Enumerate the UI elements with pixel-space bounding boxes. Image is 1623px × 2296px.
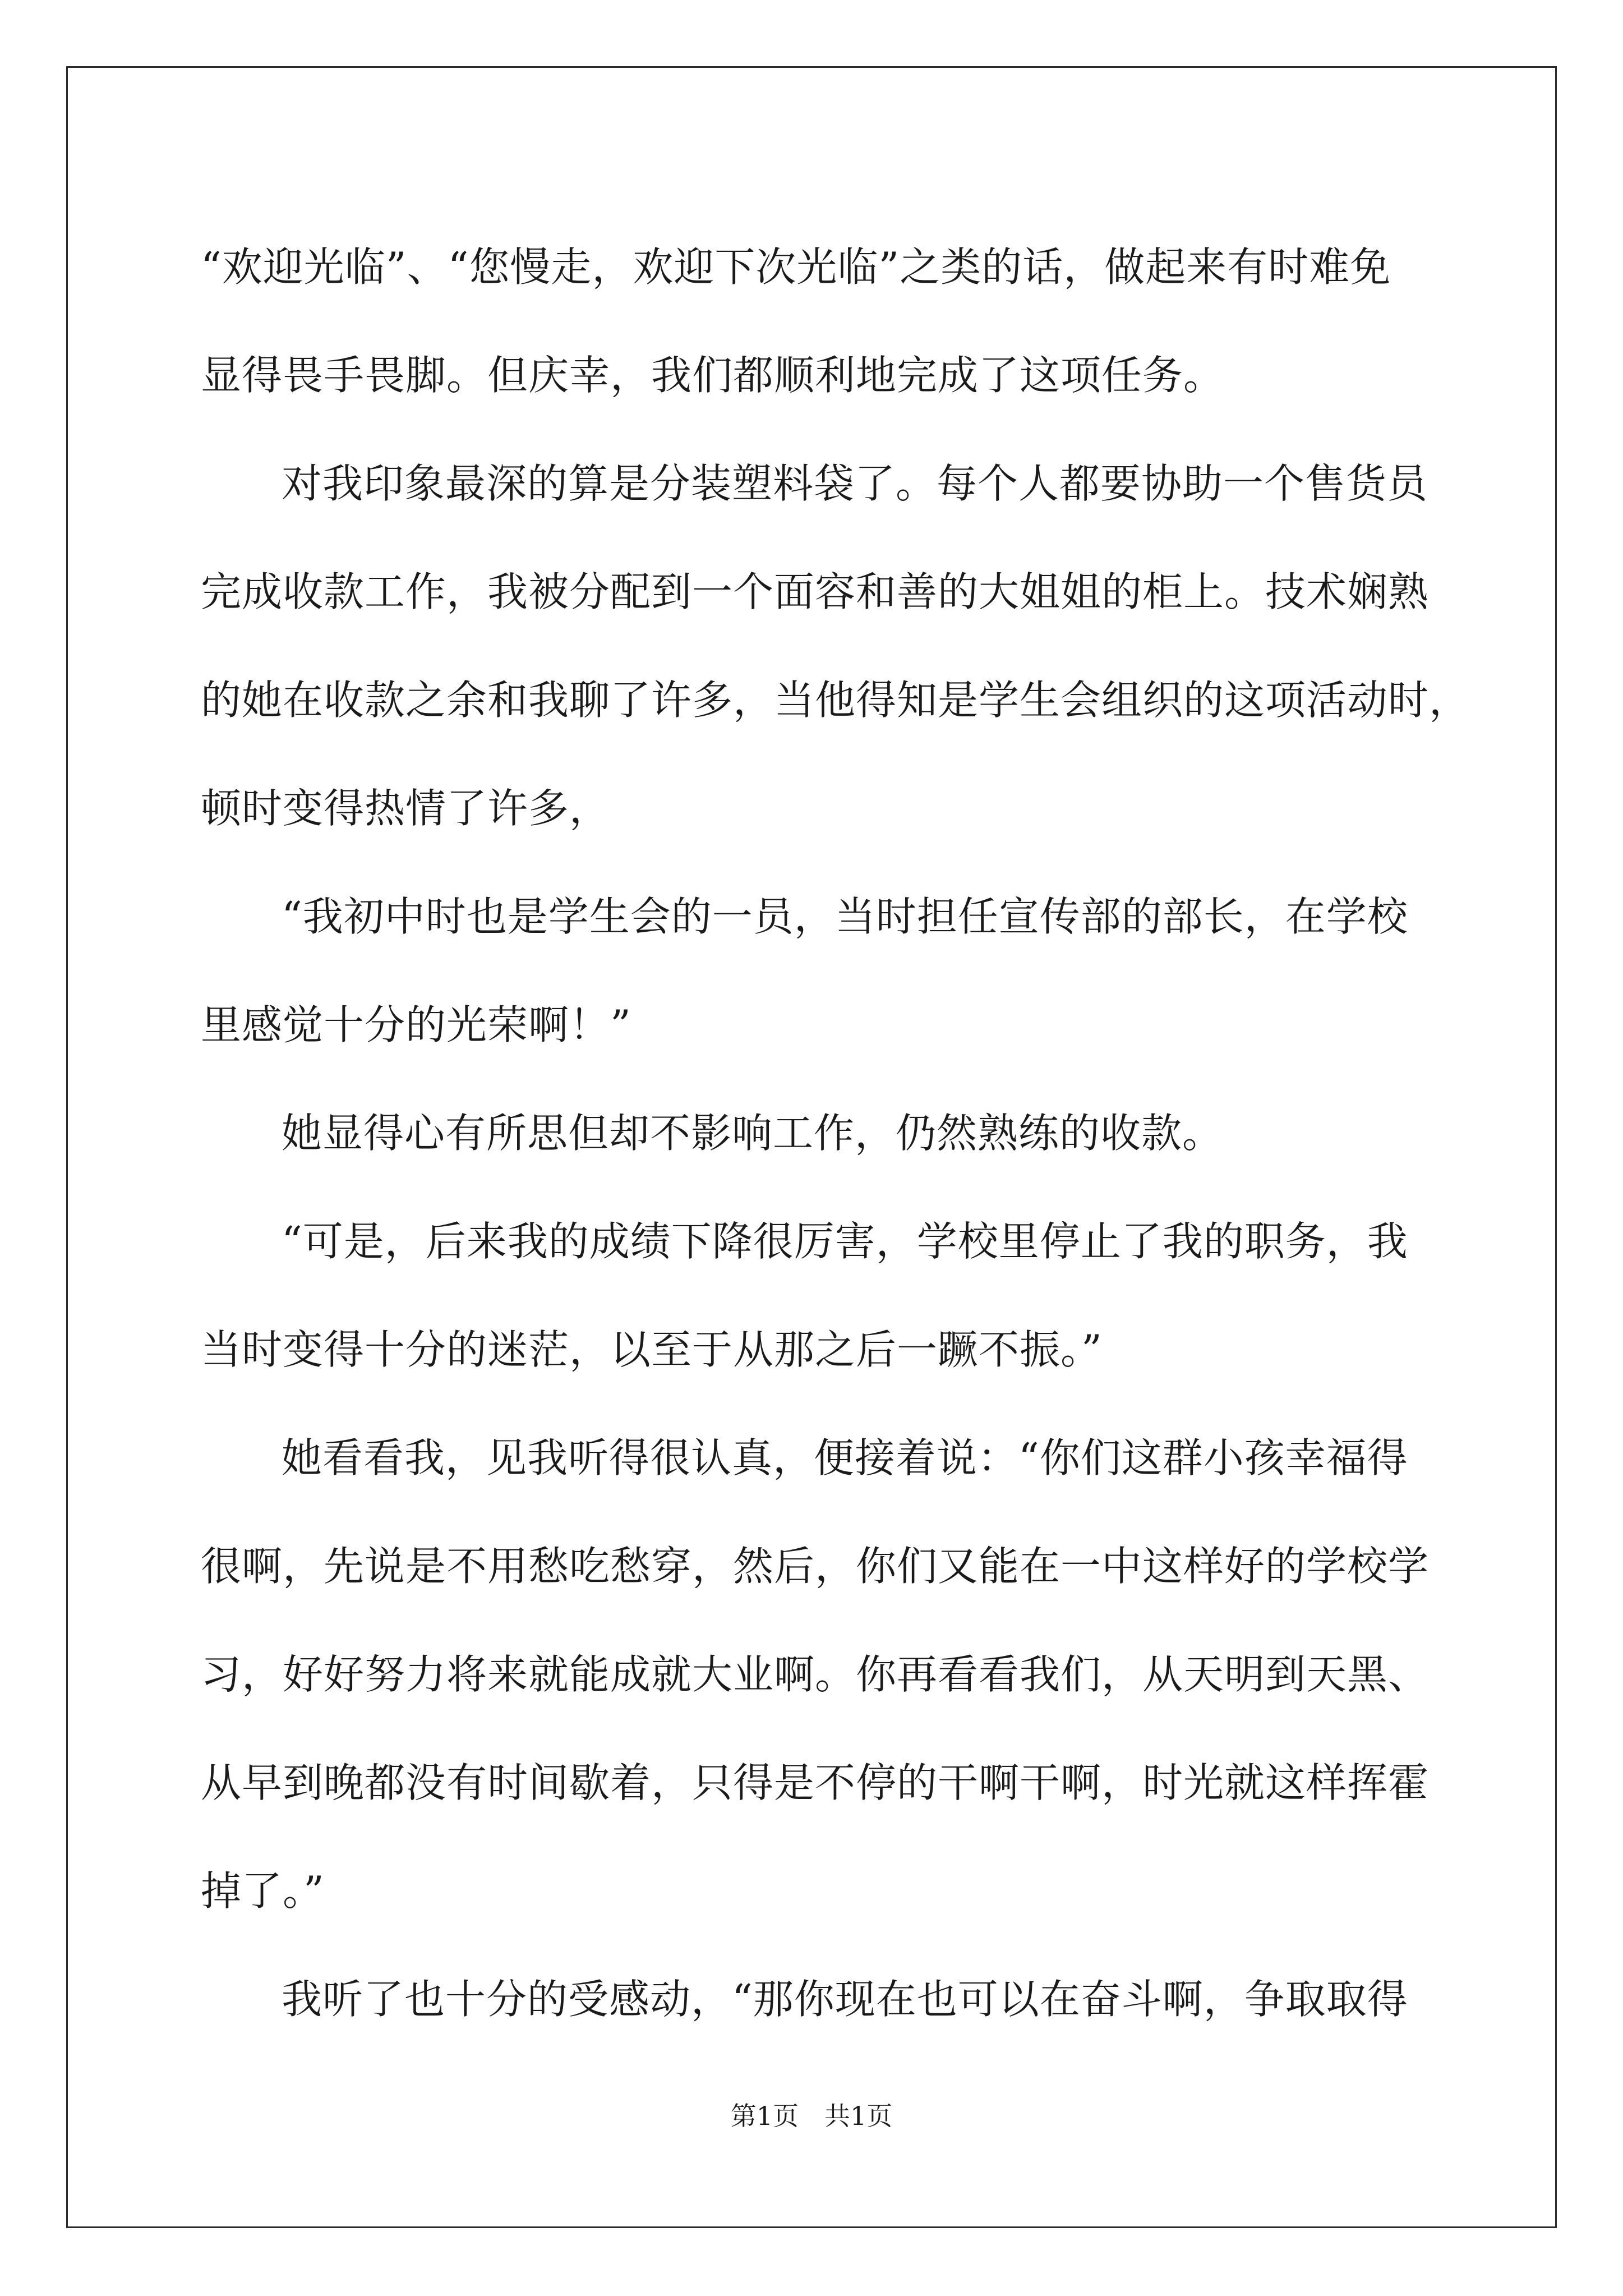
page-number-footer: 第1页 共1页: [730, 2101, 893, 2131]
paragraph-start-line: “我初中时也是学生会的一员，当时担任宣传部的部长，在学校: [282, 893, 1408, 940]
text-line: 习，好好努力将来就能成就大业啊。你再看看我们，从天明到天黑、: [201, 1651, 1430, 1698]
text-line: 顿时变得热情了许多，: [201, 785, 611, 832]
text-line: 完成收款工作，我被分配到一个面容和善的大姐姐的柜上。技术娴熟: [201, 568, 1430, 615]
paragraph-start-line: “可是，后来我的成绩下降很厉害，学校里停止了我的职务，我: [282, 1218, 1408, 1265]
text-line: 显得畏手畏脚。但庆幸，我们都顺利地完成了这项任务。: [201, 352, 1225, 399]
paragraph-start-line: 她显得心有所思但却不影响工作，仍然熟练的收款。: [282, 1110, 1224, 1157]
text-line: 从早到晚都没有时间歇着，只得是不停的干啊干啊，时光就这样挥霍: [201, 1759, 1430, 1806]
text-line: 的她在收款之余和我聊了许多，当他得知是学生会组织的这项活动时，: [201, 677, 1470, 724]
text-line: 掉了。”: [201, 1867, 325, 1915]
text-line: 很啊，先说是不用愁吃愁穿，然后，你们又能在一中这样好的学校学: [201, 1543, 1430, 1590]
text-line: “欢迎光临”、“您慢走，欢迎下次光临”之类的话，做起来有时难免: [201, 243, 1391, 291]
text-line: 里感觉十分的光荣啊！”: [201, 1001, 631, 1048]
paragraph-start-line: 我听了也十分的受感动，“那你现在也可以在奋斗啊，争取取得: [282, 1976, 1408, 2023]
paragraph-start-line: 对我印象最深的算是分装塑料袋了。每个人都要协助一个售货员: [282, 460, 1428, 507]
paragraph-start-line: 她看看我，见我听得很认真，便接着说：“你们这群小孩幸福得: [282, 1434, 1408, 1481]
document-body: [201, 213, 1470, 2054]
text-line: 当时变得十分的迷茫，以至于从那之后一蹶不振。”: [201, 1326, 1103, 1373]
